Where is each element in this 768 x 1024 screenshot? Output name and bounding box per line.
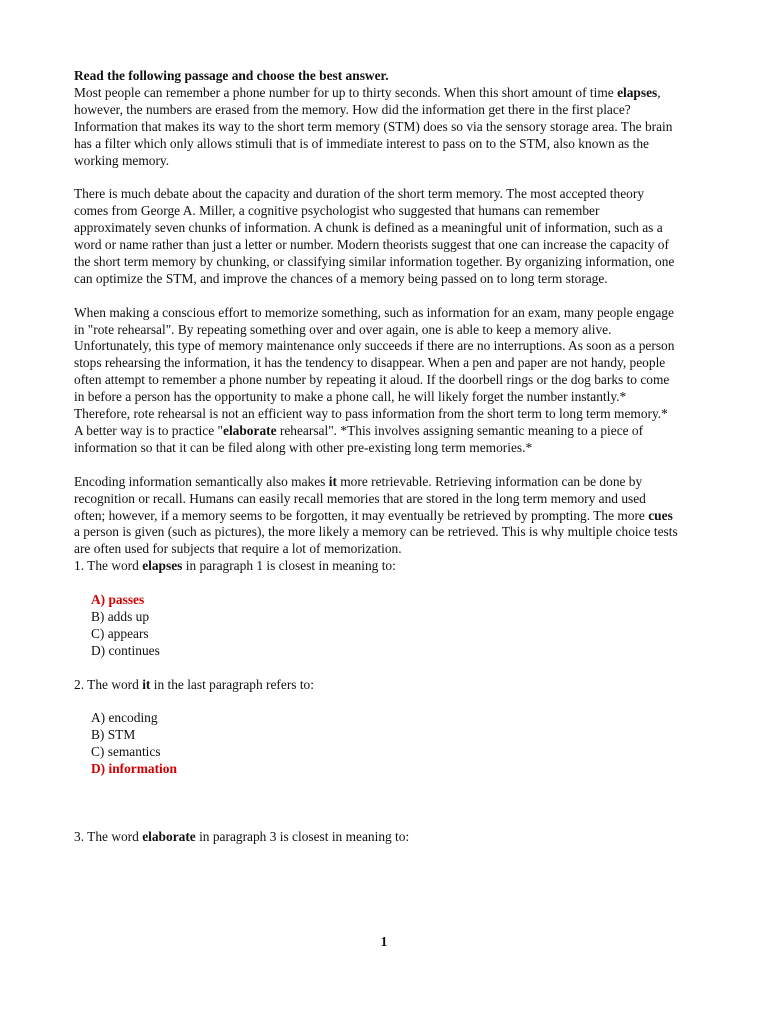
paragraph-4-text-b: more retrievable. Retrieving information can be done by recognition or recall. Humans can easily recall memories that are stored in the long term memory and used often; however, if a memory seems to be forgotten, it may eventually be retrieved by prompting. The more: [74, 473, 649, 523]
question-2-prompt: [74, 677, 678, 694]
question-gap: [74, 575, 678, 592]
question-1-prompt-after: in paragraph 1 is closest in meaning to:: [182, 558, 396, 574]
paragraph-gap: [74, 288, 678, 305]
paragraph-2: [74, 186, 678, 287]
keyword-it: it: [328, 473, 337, 489]
question-gap: [74, 693, 678, 710]
paragraph-1-text-b: , however, the numbers are erased from the memory. How did the information get there in the first place? Information that makes its way to the short term memory (STM) does so via the sensory storage area. The brain has a filter which only allows stimuli that is of immediate interest to pass on to the STM, also known as the working memory.: [74, 84, 673, 168]
passage-heading: Read the following passage and choose the best answer.: [74, 68, 389, 83]
paragraph-4: [74, 474, 678, 559]
question-3-prompt-before: 3. The word: [74, 828, 143, 844]
document-page: [74, 68, 678, 846]
question-1-options: [74, 592, 678, 660]
question-3-keyword: elaborate: [142, 828, 196, 844]
keyword-elapses: elapses: [617, 84, 658, 100]
paragraph-4-text-a: Encoding information semantically also makes: [74, 473, 329, 489]
paragraph-gap: [74, 457, 678, 474]
question-2-prompt-before: 2. The word: [74, 676, 143, 692]
question-gap: [74, 778, 678, 795]
question-2-option-a: A) encoding: [91, 710, 158, 726]
paragraph-4-text-c: a person is given (such as pictures), the more likely a memory can be retrieved. This is why multiple choice tests are often used for subjects that require a lot of memorization.: [74, 524, 678, 557]
paragraph-1: [74, 85, 678, 170]
paragraph-3: [74, 305, 678, 457]
question-1-option-b: B) adds up: [91, 608, 150, 624]
paragraph-gap: [74, 169, 678, 186]
paragraph-3-text-b: rehearsal". *This involves assigning semantic meaning to a piece of information so that it can be filed along with other pre-existing long term memories.*: [74, 423, 644, 455]
question-gap: [74, 660, 678, 677]
question-gap: [74, 812, 678, 829]
question-gap: [74, 795, 678, 812]
question-2-options: [74, 710, 678, 778]
question-1-option-d: D) continues: [91, 642, 160, 658]
question-2-option-c: C) semantics: [91, 744, 161, 760]
question-1-keyword: elapses: [142, 558, 183, 574]
question-3-prompt-after: in paragraph 3 is closest in meaning to:: [195, 828, 410, 844]
question-2-keyword: it: [142, 676, 151, 692]
paragraph-3-text-a: When making a conscious effort to memorize something, such as information for an exam, many people engage in "rote rehearsal". By repeating something over and over again, one is able to keep a memory alive. Unfortunately, this type of memory maintenance only succeeds if there are no interruptions. As soon as a person stops rehearsing the information, it has the tendency to disappear. When a pen and paper are not handy, people often attempt to remember a phone number by repeating it aloud. If the doorbell rings or the dog barks to come in before a person has the opportunity to make a phone call, he will likely forget the number instantly.* Therefore, rote rehearsal is not an efficient way to pass information from the short term to long term memory.* A better way is to practice ": [74, 304, 675, 438]
keyword-elaborate: elaborate: [223, 423, 277, 438]
keyword-cues: cues: [648, 507, 673, 523]
question-1-prompt-before: 1. The word: [74, 558, 143, 574]
question-1-prompt: [74, 558, 678, 575]
question-3-prompt: [74, 829, 678, 846]
question-2-prompt-after: in the last paragraph refers to:: [150, 676, 314, 692]
paragraph-1-text-a: Most people can remember a phone number for up to thirty seconds. When this short amount of time: [74, 84, 618, 100]
question-2-option-b: B) STM: [91, 727, 136, 743]
question-2-option-d: D) information: [91, 761, 177, 777]
question-1-option-c: C) appears: [91, 625, 149, 641]
question-1-option-a: A) passes: [91, 592, 145, 608]
paragraph-2-text: There is much debate about the capacity and duration of the short term memory. The most accepted theory comes from George A. Miller, a cognitive psychologist who suggested that humans can remember approximately seven chunks of information. A chunk is defined as a meaningful unit of information, such as a word or name rather than just a letter or number. Modern theorists suggest that one can increase the capacity of the short term memory by chunking, or classifying similar information together. By organizing information, one can optimize the STM, and improve the chances of a memory being passed on to long term storage.: [74, 186, 675, 286]
page-number: 1: [380, 934, 388, 949]
